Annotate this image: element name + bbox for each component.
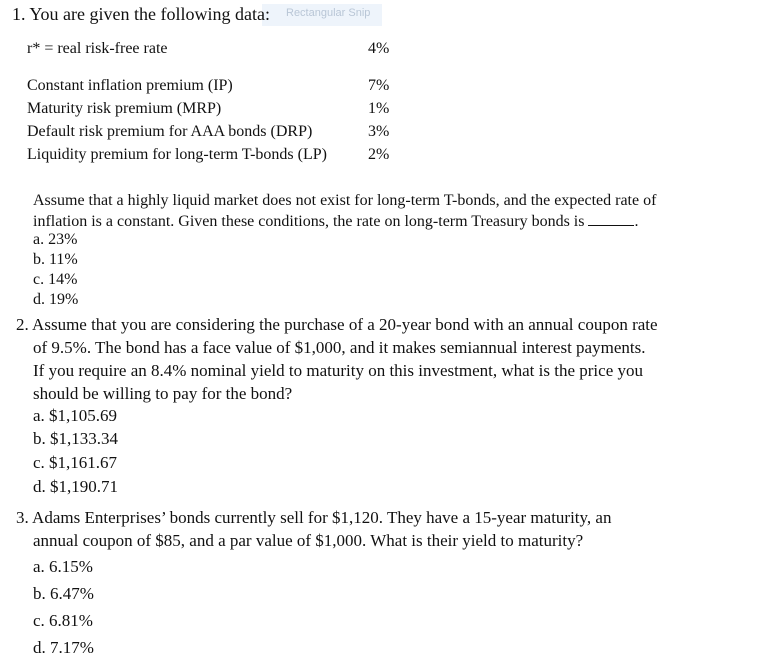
snip-watermark-text: Rectangular Snip bbox=[286, 7, 371, 19]
q2-line-4: should be willing to pay for the bond? bbox=[33, 384, 293, 403]
q3-line-1: 3. Adams Enterprises’ bonds currently sell for $1,120. They have a 15-year maturity, an bbox=[16, 508, 612, 527]
q3-option-c[interactable]: c. 6.81% bbox=[33, 611, 93, 630]
row-value-risk-free: 4% bbox=[368, 40, 390, 57]
q2-line-2: of 9.5%. The bond has a face value of $1,000, and it makes semiannual interest payments. bbox=[33, 338, 646, 357]
row-value-mrp: 1% bbox=[368, 100, 390, 117]
row-value-drp: 3% bbox=[368, 123, 390, 140]
row-label-ip: Constant inflation premium (IP) bbox=[27, 77, 233, 94]
q1-option-d[interactable]: d. 19% bbox=[33, 291, 79, 308]
q1-question-period: . bbox=[634, 213, 639, 230]
row-value-lp: 2% bbox=[368, 146, 390, 163]
snip-watermark bbox=[262, 4, 382, 26]
row-label-risk-free: r* = real risk-free rate bbox=[27, 40, 168, 57]
q3-option-d[interactable]: d. 7.17% bbox=[33, 638, 94, 657]
q1-option-b[interactable]: b. 11% bbox=[33, 251, 78, 268]
row-label-lp: Liquidity premium for long-term T-bonds (LP) bbox=[27, 146, 327, 163]
q2-line-3: If you require an 8.4% nominal yield to maturity on this investment, what is the price you bbox=[33, 361, 643, 380]
q3-line-2: annual coupon of $85, and a par value of $1,000. What is their yield to maturity? bbox=[33, 531, 584, 550]
question-1-heading: 1. You are given the following data: bbox=[12, 4, 270, 24]
row-label-drp: Default risk premium for AAA bonds (DRP) bbox=[27, 123, 313, 140]
q2-option-b[interactable]: b. $1,133.34 bbox=[33, 429, 118, 448]
q2-option-d[interactable]: d. $1,190.71 bbox=[33, 477, 118, 496]
q1-question-text: inflation is a constant. Given these conditions, the rate on long-term Treasury bonds is bbox=[33, 213, 585, 230]
q3-option-a[interactable]: a. 6.15% bbox=[33, 557, 93, 576]
answer-blank bbox=[588, 211, 634, 226]
q3-option-b[interactable]: b. 6.47% bbox=[33, 584, 94, 603]
q1-question-line-2 bbox=[33, 211, 638, 232]
row-label-mrp: Maturity risk premium (MRP) bbox=[27, 100, 222, 117]
q2-line-1: 2. Assume that you are considering the purchase of a 20-year bond with an annual coupon rate bbox=[16, 315, 658, 334]
q1-option-c[interactable]: c. 14% bbox=[33, 271, 78, 288]
q1-option-a[interactable]: a. 23% bbox=[33, 231, 78, 248]
q1-question-line-1: Assume that a highly liquid market does not exist for long-term T-bonds, and the expected rate of bbox=[33, 192, 657, 209]
row-value-ip: 7% bbox=[368, 77, 390, 94]
q2-option-a[interactable]: a. $1,105.69 bbox=[33, 406, 118, 425]
q2-option-c[interactable]: c. $1,161.67 bbox=[33, 453, 118, 472]
